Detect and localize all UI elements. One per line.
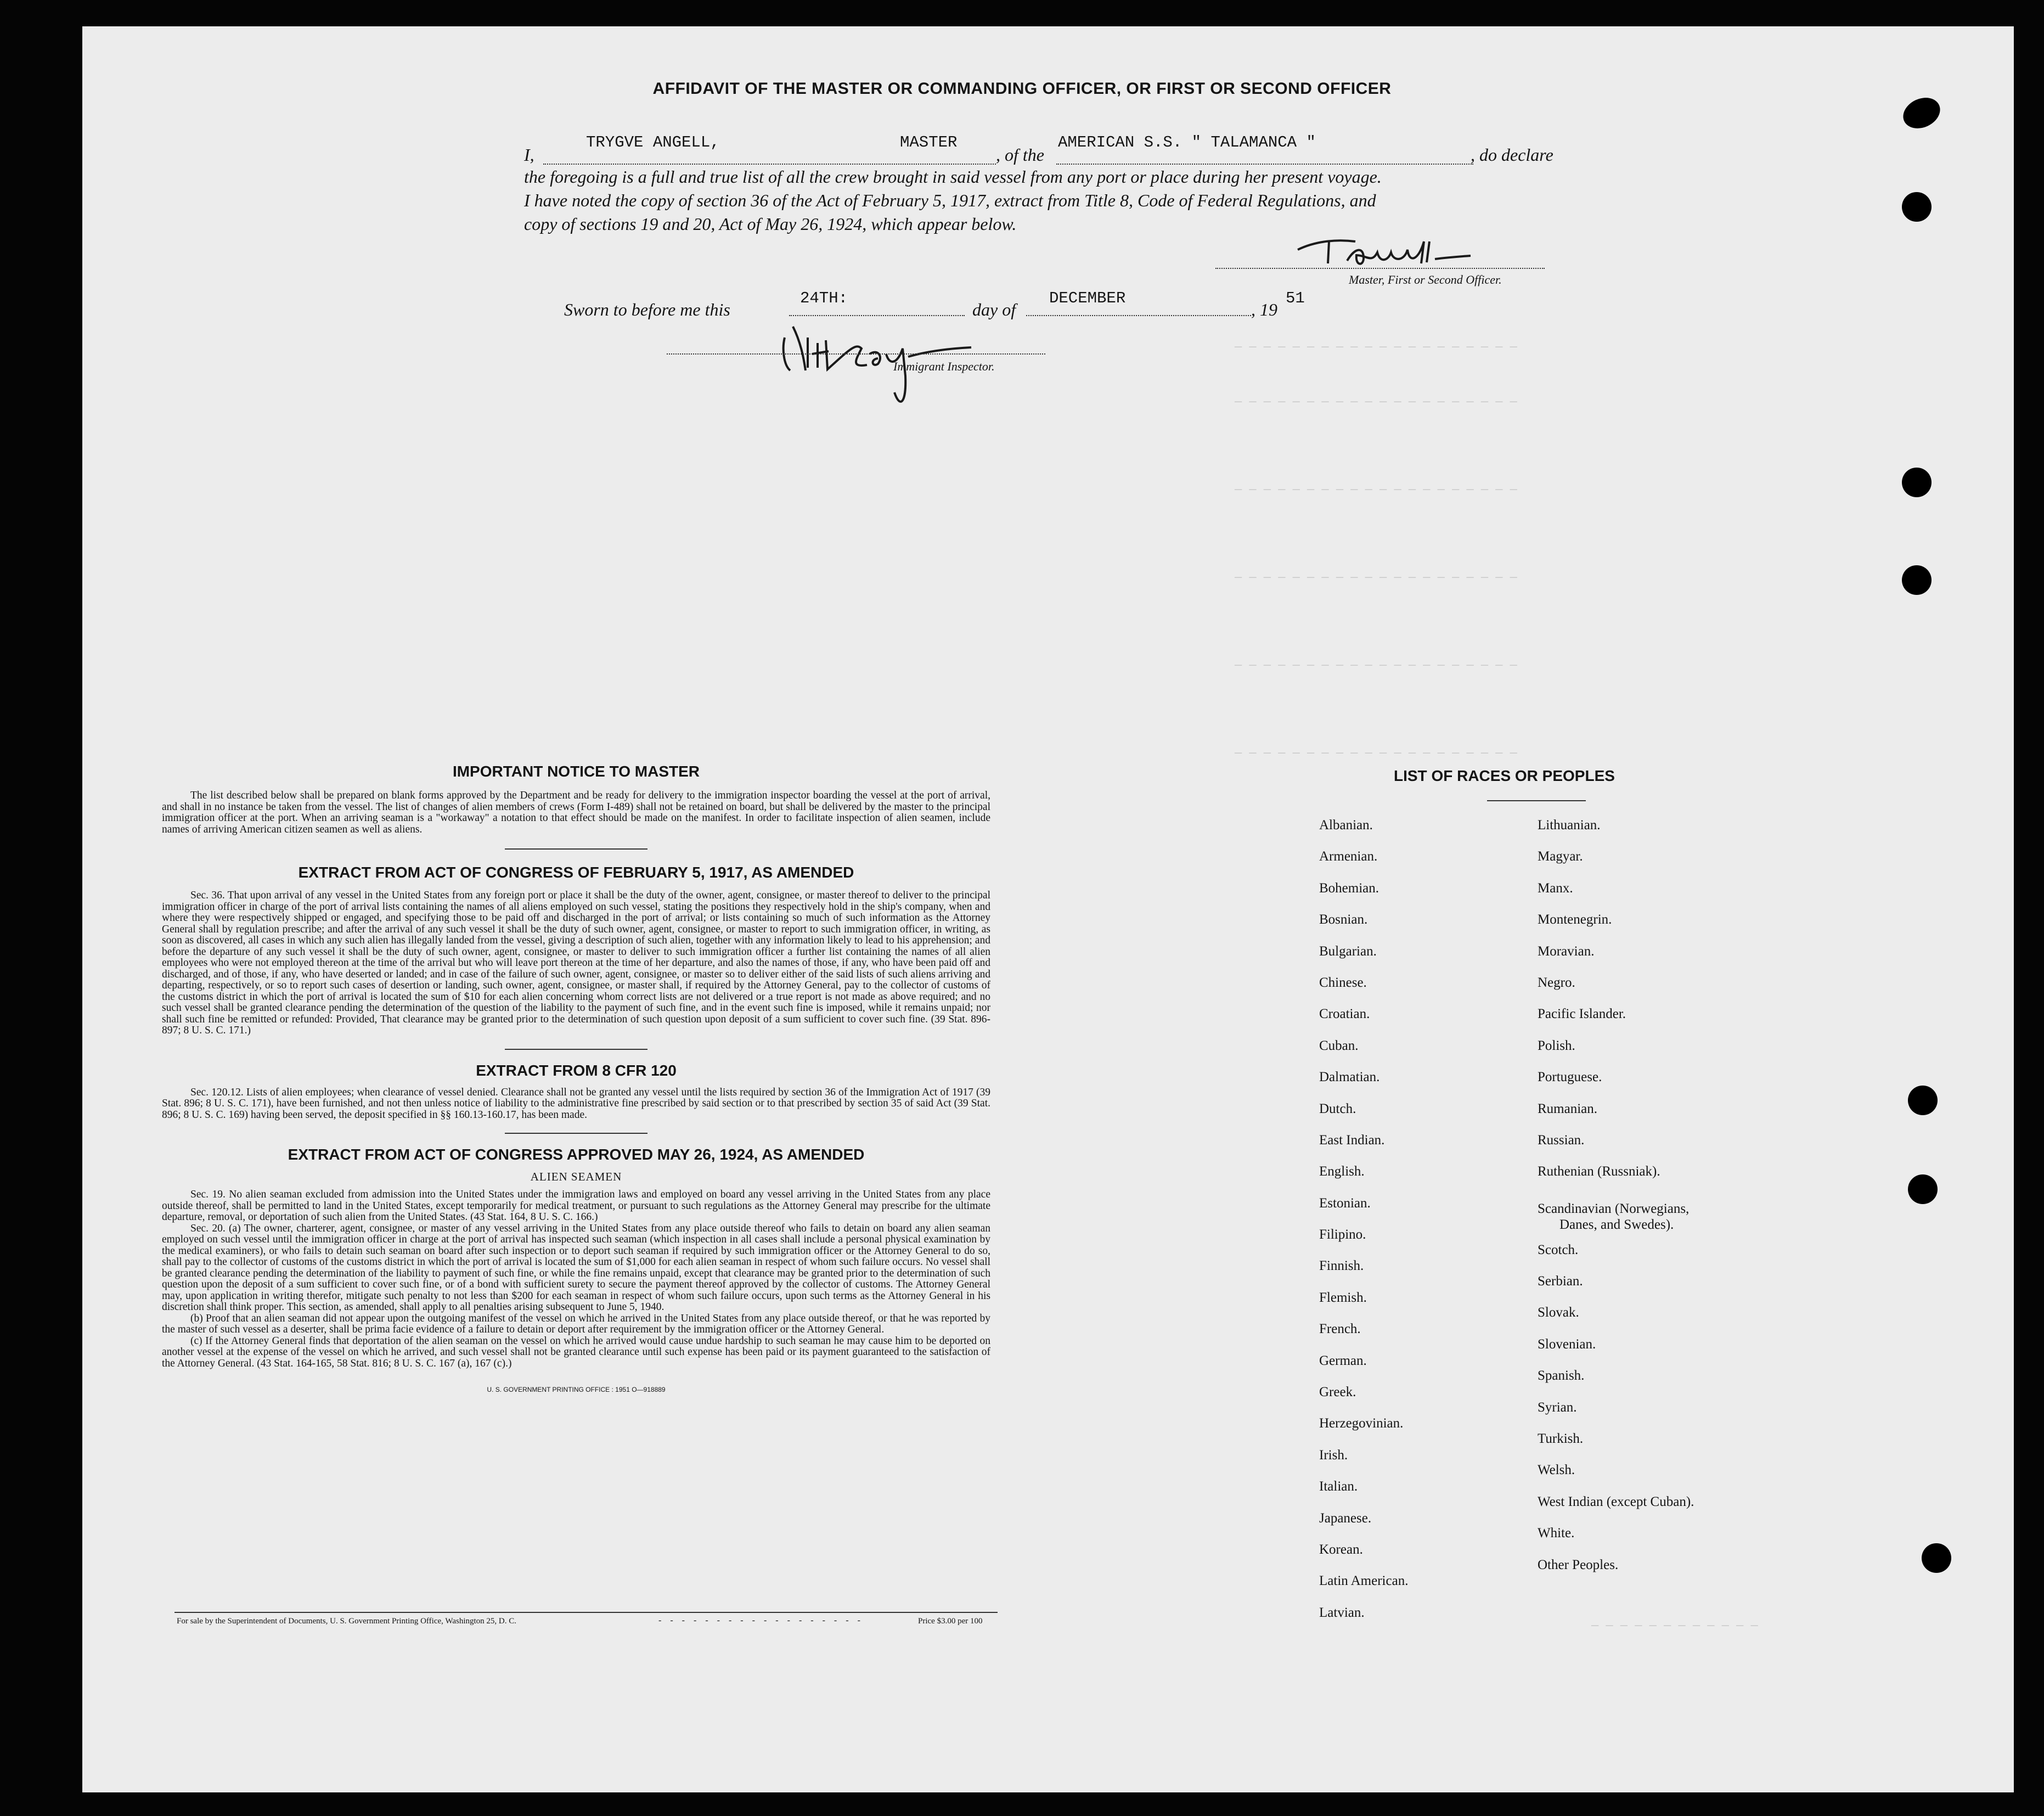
race-item: Japanese. [1319,1510,1372,1526]
year-prefix-label: , 19 [1251,300,1277,319]
race-item: Dutch. [1319,1101,1356,1116]
price-note: Price $3.00 per 100 [918,1617,983,1626]
vessel-name-field: AMERICAN S.S. " TALAMANCA " [1058,133,1316,151]
race-item: Latvian. [1319,1605,1365,1620]
race-item: Greek. [1319,1385,1356,1400]
race-item: Serbian. [1538,1274,1583,1289]
race-item: Spanish. [1538,1368,1585,1384]
do-declare-label: , do declare [1471,145,1553,165]
notice-title: IMPORTANT NOTICE TO MASTER [452,763,700,780]
race-item: Pacific Islander. [1538,1007,1626,1022]
sec-19-body: Sec. 19. No alien seaman excluded from admission into the United States under the immigration laws and employed on board any vessel arriving in the United States from any place outside thereof, shall be permitted to land in the United States, except temporarily for medical treatment, or pursuant to such regulations as the Attorney General may prescribe for the ultimate departure, removal, or deportation of such alien from the United States. (43 Stat. 164, 8 U. S. C. 166.) [162,1189,990,1223]
race-item: Lithuanian. [1538,818,1601,833]
race-item: Other Peoples. [1538,1557,1619,1572]
race-item: Turkish. [1538,1431,1584,1447]
race-item: West Indian (except Cuban). [1538,1494,1694,1509]
race-item: Albanian. [1319,818,1373,833]
race-item: Armenian. [1319,849,1378,864]
race-item: Latin American. [1319,1573,1409,1589]
race-item: Russian. [1538,1132,1585,1148]
race-item: Dalmatian. [1319,1070,1380,1085]
cfr-body: Sec. 120.12. Lists of alien employees; when clearance of vessel denied. Clearance shall not be granted any vessel until the lists required by section 36 of the Immigration Act of 1917 (39 Stat. 896; 8 U. S. C. 171), have been furnished, and not then unless notice of liability to the administrative fine prescribed by said section or to that prescribed by section 35 of said Act (39 Stat. 896; 8 U. S. C. 169) having been served, the deposit specified in §§ 160.13-160.17, has been made. [162,1086,990,1121]
binder-hole [1902,468,1932,497]
declaration-line-3: I have noted the copy of section 36 of the Act of February 5, 1917, extract from Title 8, Code of Federal Regulations, and [524,190,1376,210]
sworn-month-line [1026,315,1251,316]
declaration-line-2: the foregoing is a full and true list of all the crew brought in said vessel from any port or place during her present voyage. [524,167,1382,187]
binder-hole [1902,192,1932,222]
race-item: Scotch. [1538,1242,1579,1257]
rank-field: MASTER [900,133,958,151]
race-item: Bulgarian. [1319,943,1377,959]
sec-20b-body: (b) Proof that an alien seaman did not appear upon the outgoing manifest of the vessel on which he arrived in the United States from any place outside thereof, or that he was reported by the master of such vessel as a deserter, shall be prima facie evidence of a failure to detain or deport after requirement by the immigration officer or the Attorney General. [162,1312,990,1335]
races-title-rule [1487,800,1586,801]
sworn-year-field: 51 [1286,289,1305,307]
section-divider [505,848,647,850]
races-left-column [1319,818,1408,1637]
sworn-label: Sworn to before me this [564,300,730,319]
races-right-column [1538,818,1694,1589]
affidavit-title: AFFIDAVIT OF THE MASTER OR COMMANDING OFFICER, OR FIRST OR SECOND OFFICER [652,80,1392,98]
alien-seamen-subtitle: ALIEN SEAMEN [530,1170,622,1183]
race-item: Slovak. [1538,1305,1579,1320]
sworn-day-field: 24TH: [800,289,848,307]
race-item: Ruthenian (Russniak). [1538,1164,1660,1179]
races-title: LIST OF RACES OR PEOPLES [1394,767,1615,784]
race-item: Manx. [1538,880,1573,896]
notice-body: The list described below shall be prepared on blank forms approved by the Department and be ready for delivery to the immigration inspector boarding the vessel at the port of arrival, and shall in no instance be taken from the vessel. The list of changes of alien members of crews (Form I-489) shall not be retained on board, but shall be delivered by the master to the principal immigration officer at the port. When an arriving seaman is a "workaway" a notation to that effect should be made on the manifest. In order to facilitate inspection of alien seamen, include names of arriving American citizen seamen as well as aliens. [162,790,990,835]
binder-hole [1908,1174,1938,1204]
race-item: Cuban. [1319,1038,1359,1053]
sworn-month-field: DECEMBER [1049,289,1126,307]
race-item: Montenegrin. [1538,912,1612,927]
section-divider [505,1133,647,1134]
sec-20c-body: (c) If the Attorney General finds that deportation of the alien seaman on the vessel on which he arrived would cause undue hardship to such seaman he may cause him to be deported on another vessel at the expense of the vessel on which he arrived, and such vessel shall not be granted clearance until such expense has been paid or its payment guaranteed to the satisfaction of the Attorney General. (43 Stat. 164-165, 58 Stat. 816; 8 U. S. C. 167 (a), 167 (c).) [162,1335,990,1369]
race-item: Syrian. [1538,1399,1577,1415]
race-item: Finnish. [1319,1258,1364,1274]
race-item: English. [1319,1164,1365,1179]
extract-1924-title: EXTRACT FROM ACT OF CONGRESS APPROVED MAY 26, 1924, AS AMENDED [288,1146,865,1163]
race-item: French. [1319,1322,1361,1337]
master-signature-line [1215,268,1545,269]
race-item: German. [1319,1353,1367,1368]
printing-office-note: U. S. GOVERNMENT PRINTING OFFICE : 1951 O—918889 [487,1386,666,1393]
race-item: Bohemian. [1319,880,1379,896]
footer-rule [174,1612,998,1613]
race-item: Scandinavian (Norwegians, [1538,1201,1690,1216]
race-item: Negro. [1538,975,1575,990]
race-item: Filipino. [1319,1227,1366,1242]
extract-1917-title: EXTRACT FROM ACT OF CONGRESS OF FEBRUARY 5, 1917, AS AMENDED [298,864,854,881]
of-the-label: , of the [996,145,1044,165]
binder-hole [1908,1086,1938,1115]
race-item: Polish. [1538,1038,1575,1053]
master-signature-caption: Master, First or Second Officer. [1349,273,1502,286]
master-name-field: TRYGVE ANGELL, [586,133,720,151]
race-item: Flemish. [1319,1290,1367,1305]
race-item: Korean. [1319,1542,1363,1557]
race-item: Slovenian. [1538,1336,1596,1352]
declaration-line-4: copy of sections 19 and 20, Act of May 26, 1924, which appear below. [524,214,1017,234]
extract-1917-body: Sec. 36. That upon arrival of any vessel in the United States from any foreign port or place it shall be the duty of the owner, agent, consignee, or master thereof to deliver to the principal immigration officer in charge of the port of arrival lists containing the names of all aliens employed on such vessel, stating the positions they respectively hold in the ship's company, when and where they were respectively shipped or engaged, and specifying those to be paid off and discharged in the port of arrival; or lists containing so much of such information as the Attorney General shall by regulation prescribe; and after the arrival of any such vessel it shall be the duty of such owner, agent, consignee, or master to report to such immigration officer, in writing, as soon as discovered, all cases in which any such alien has illegally landed from the vessel, giving a description of such alien, together with any information likely to lead to his apprehension; and before the departure of any such vessel it shall be the duty of such owner, agent, consignee, or master to deliver to such immigration officer a further list containing the names of all alien employees who were not employed thereon at the time of the arrival but who will leave port thereon at the time of her departure, and also the names of those, if any, who have been paid off and discharged, and of those, if any, who have deserted or landed; and in case of the failure of such owner, agent, consignee, or master so to deliver either of the said lists of such aliens arriving and departing, respectively, or so to report such cases of desertion or landing, such owner, agent, consignee, or master shall, if required by the Attorney General, pay to the collector of customs of the customs district in which the port of arrival is located the sum of $10 for each alien concerning whom correct lists are not delivered or a true report is not made as above required; and no such vessel shall be granted clearance pending the determination of the question of the liability to the payment of such fine, and in the event such fine is imposed, while it remains unpaid; nor shall such fine be remitted or refunded: Provided, That clearance may be granted prior to the determination of such question upon deposit of a sum sufficient to cover such fine. (39 Stat. 896-897; 8 U. S. C. 171.) [162,890,990,1036]
race-item: Bosnian. [1319,912,1368,927]
footer-leader-dots: - - - - - - - - - - - - - - - - - - [658,1616,864,1625]
race-item: Magyar. [1538,849,1583,864]
sec-20a-body: Sec. 20. (a) The owner, charterer, agent, consignee, or master of any vessel arriving in the United States from any place outside thereof who fails to detain on board any alien seaman employed on such vessel until the immigration officer in charge at the port of arrival has inspected such seaman (which inspection in all cases shall include a personal physical examination by the medical examiners), or who fails to detain such seaman on board after such inspection or to deport such seaman if required by such immigration officer or the Attorney General to do so, shall pay to the collector of customs of the customs district in which the port of arrival is located the sum of $1,000 for each alien seaman in respect of whom such failure occurs. No vessel shall be granted clearance pending the determination of the liability to payment of such fine, or while the fine remains unpaid, except that clearance may be granted prior to the determination of such question upon the deposit of a sum sufficient to cover such fine, or of a bond with sufficient surety to secure the payment thereof approved by the collector of customs. The Attorney General may, upon application in writing therefor, mitigate such penalty to not less than $200 for each seaman in respect of whom such failure occurs, upon such terms as the Attorney General in his discretion shall think proper. This section, as amended, shall apply to all penalties arising subsequent to June 5, 1940. [162,1222,990,1313]
inspector-signature-line [667,353,1045,355]
inspector-caption: Immigrant Inspector. [893,359,995,373]
race-item: East Indian. [1319,1132,1385,1148]
race-item: Rumanian. [1538,1101,1598,1116]
cfr-title: EXTRACT FROM 8 CFR 120 [476,1061,677,1079]
race-item: Croatian. [1319,1007,1370,1022]
race-item: Danes, and Swedes). [1559,1217,1674,1232]
binder-hole [1902,565,1932,595]
for-sale-note: For sale by the Superintendent of Documents, U. S. Government Printing Office, Washington 25, D. C. [177,1617,516,1626]
race-item: Herzegovinian. [1319,1416,1404,1431]
race-item: Italian. [1319,1479,1358,1494]
race-item: Moravian. [1538,943,1595,959]
race-item: Estonian. [1319,1195,1371,1211]
declarant-prefix: I, [524,145,534,165]
legal-column [162,763,990,1393]
race-item: Irish. [1319,1447,1348,1463]
race-item: Portuguese. [1538,1070,1602,1085]
binder-hole [1922,1543,1951,1573]
race-item: White. [1538,1526,1575,1541]
race-item: Chinese. [1319,975,1367,990]
day-of-label: day of [972,300,1016,319]
section-divider [505,1049,647,1050]
race-item: Welsh. [1538,1463,1575,1478]
